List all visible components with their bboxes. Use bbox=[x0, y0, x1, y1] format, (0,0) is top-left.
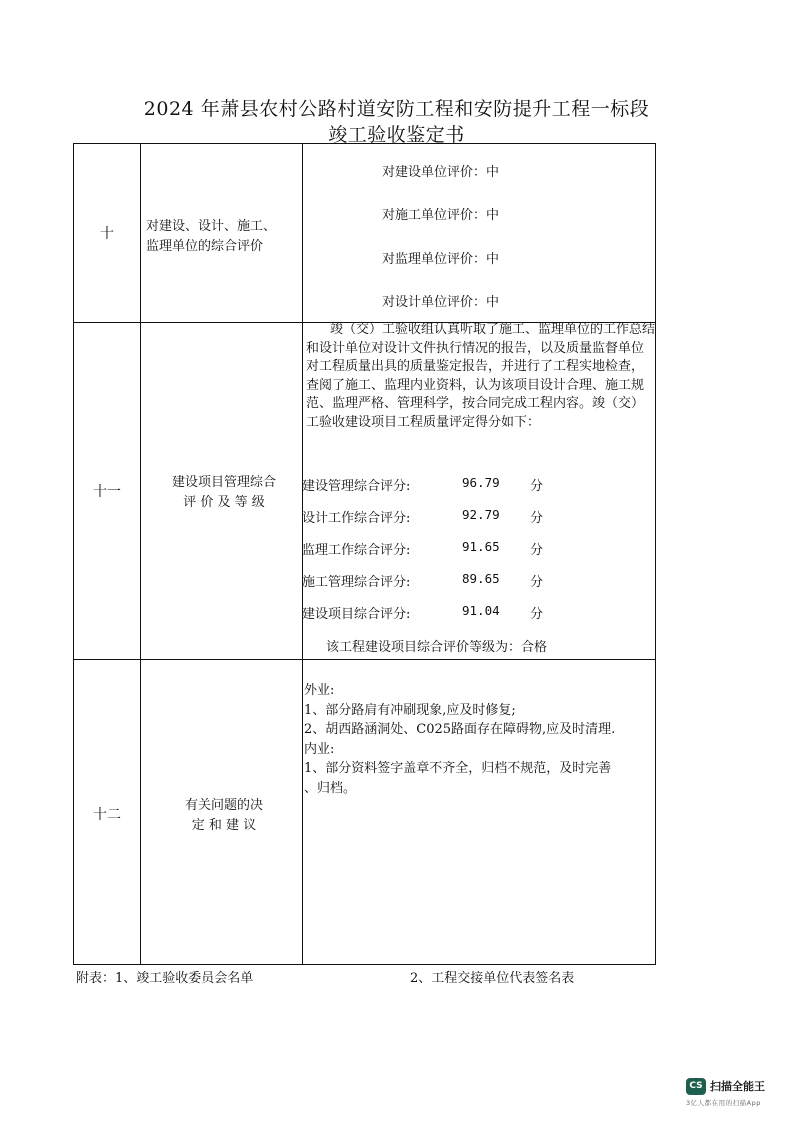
evaluation-item: 对施工单位评价：中 bbox=[382, 208, 500, 223]
score-value: 91.04 bbox=[462, 603, 500, 618]
column-divider bbox=[140, 144, 141, 964]
evaluation-item: 对设计单位评价：中 bbox=[382, 295, 500, 310]
appraisal-table bbox=[73, 143, 656, 965]
score-label: 建设项目综合评分: bbox=[302, 607, 411, 622]
score-row bbox=[302, 507, 652, 527]
issue-line: 、归档。 bbox=[304, 780, 357, 796]
score-unit: 分 bbox=[530, 511, 544, 526]
section-label-line: 有关问题的决 bbox=[184, 798, 263, 813]
evaluation-item: 对监理单位评价：中 bbox=[382, 252, 500, 267]
evaluation-item: 对建设单位评价：中 bbox=[382, 165, 500, 180]
section-number: 十一 bbox=[93, 484, 121, 500]
section-label bbox=[150, 473, 298, 513]
camscanner-logo-icon: CS bbox=[686, 1078, 706, 1095]
attachment-note-1: 附表：1、竣工验收委员会名单 bbox=[76, 971, 254, 986]
score-value: 96.79 bbox=[462, 475, 500, 490]
issue-line: 1、部分路肩有冲刷现象,应及时修复; bbox=[304, 702, 516, 718]
score-unit: 分 bbox=[530, 479, 544, 494]
score-row bbox=[302, 475, 652, 495]
section-label-line: 评 价 及 等 级 bbox=[183, 495, 265, 510]
attachment-note-2: 2、工程交接单位代表签名表 bbox=[410, 971, 575, 986]
score-unit: 分 bbox=[530, 575, 544, 590]
score-unit: 分 bbox=[530, 607, 544, 622]
section-label bbox=[146, 217, 300, 257]
scanner-watermark bbox=[686, 1078, 781, 1116]
score-label: 设计工作综合评分: bbox=[302, 511, 411, 526]
issue-line: 内业: bbox=[304, 741, 335, 757]
section-label-line: 对建设、设计、施工、 bbox=[146, 219, 277, 234]
score-row bbox=[302, 571, 652, 591]
score-label: 施工管理综合评分: bbox=[302, 575, 411, 590]
score-value: 91.65 bbox=[462, 539, 500, 554]
section-label-line: 定 和 建 议 bbox=[191, 818, 257, 833]
watermark-slogan: 3亿人都在用的扫描App bbox=[686, 1099, 761, 1107]
watermark-name: 扫描全能王 bbox=[710, 1080, 765, 1093]
issue-line: 1、部分资料签字盖章不齐全，归档不规范，及时完善 bbox=[304, 761, 612, 776]
row-divider bbox=[74, 659, 655, 660]
section-number: 十二 bbox=[93, 807, 121, 823]
score-value: 92.79 bbox=[462, 507, 500, 522]
review-paragraph: 竣（交）工验收组认真听取了施工、监理单位的工作总结和设计单位对设计文件执行情况的报告，以及质量监督单位对工程质量出具的质量鉴定报告，并进行了工程实地检查，查阅了施工、监理内业资料，认为该项目设计合理、施工规范、监理严格、管理科学，按合同完成工程内容。竣（交）工验收建设项目工程质量评定得分如下： bbox=[306, 322, 656, 430]
score-label: 监理工作综合评分: bbox=[302, 543, 411, 558]
score-label: 建设管理综合评分: bbox=[302, 479, 411, 494]
overall-grade: 该工程建设项目综合评价等级为：合格 bbox=[326, 640, 548, 655]
document-title-line1: 2024 年萧县农村公路村道安防工程和安防提升工程一标段 bbox=[143, 98, 650, 120]
score-unit: 分 bbox=[530, 543, 544, 558]
score-row bbox=[302, 603, 652, 623]
issues-list bbox=[304, 681, 656, 798]
issue-line: 2、胡西路涵洞处、C025路面存在障碍物,应及时清理. bbox=[304, 722, 616, 737]
issue-line: 外业: bbox=[304, 683, 335, 698]
section-label-line: 建设项目管理综合 bbox=[171, 475, 276, 490]
score-value: 89.65 bbox=[462, 571, 500, 586]
section-label bbox=[150, 796, 298, 836]
document-title-line2: 竣工验收鉴定书 bbox=[328, 124, 465, 146]
section-label-line: 监理单位的综合评价 bbox=[146, 239, 264, 254]
score-row bbox=[302, 539, 652, 559]
section-number: 十 bbox=[100, 226, 114, 242]
